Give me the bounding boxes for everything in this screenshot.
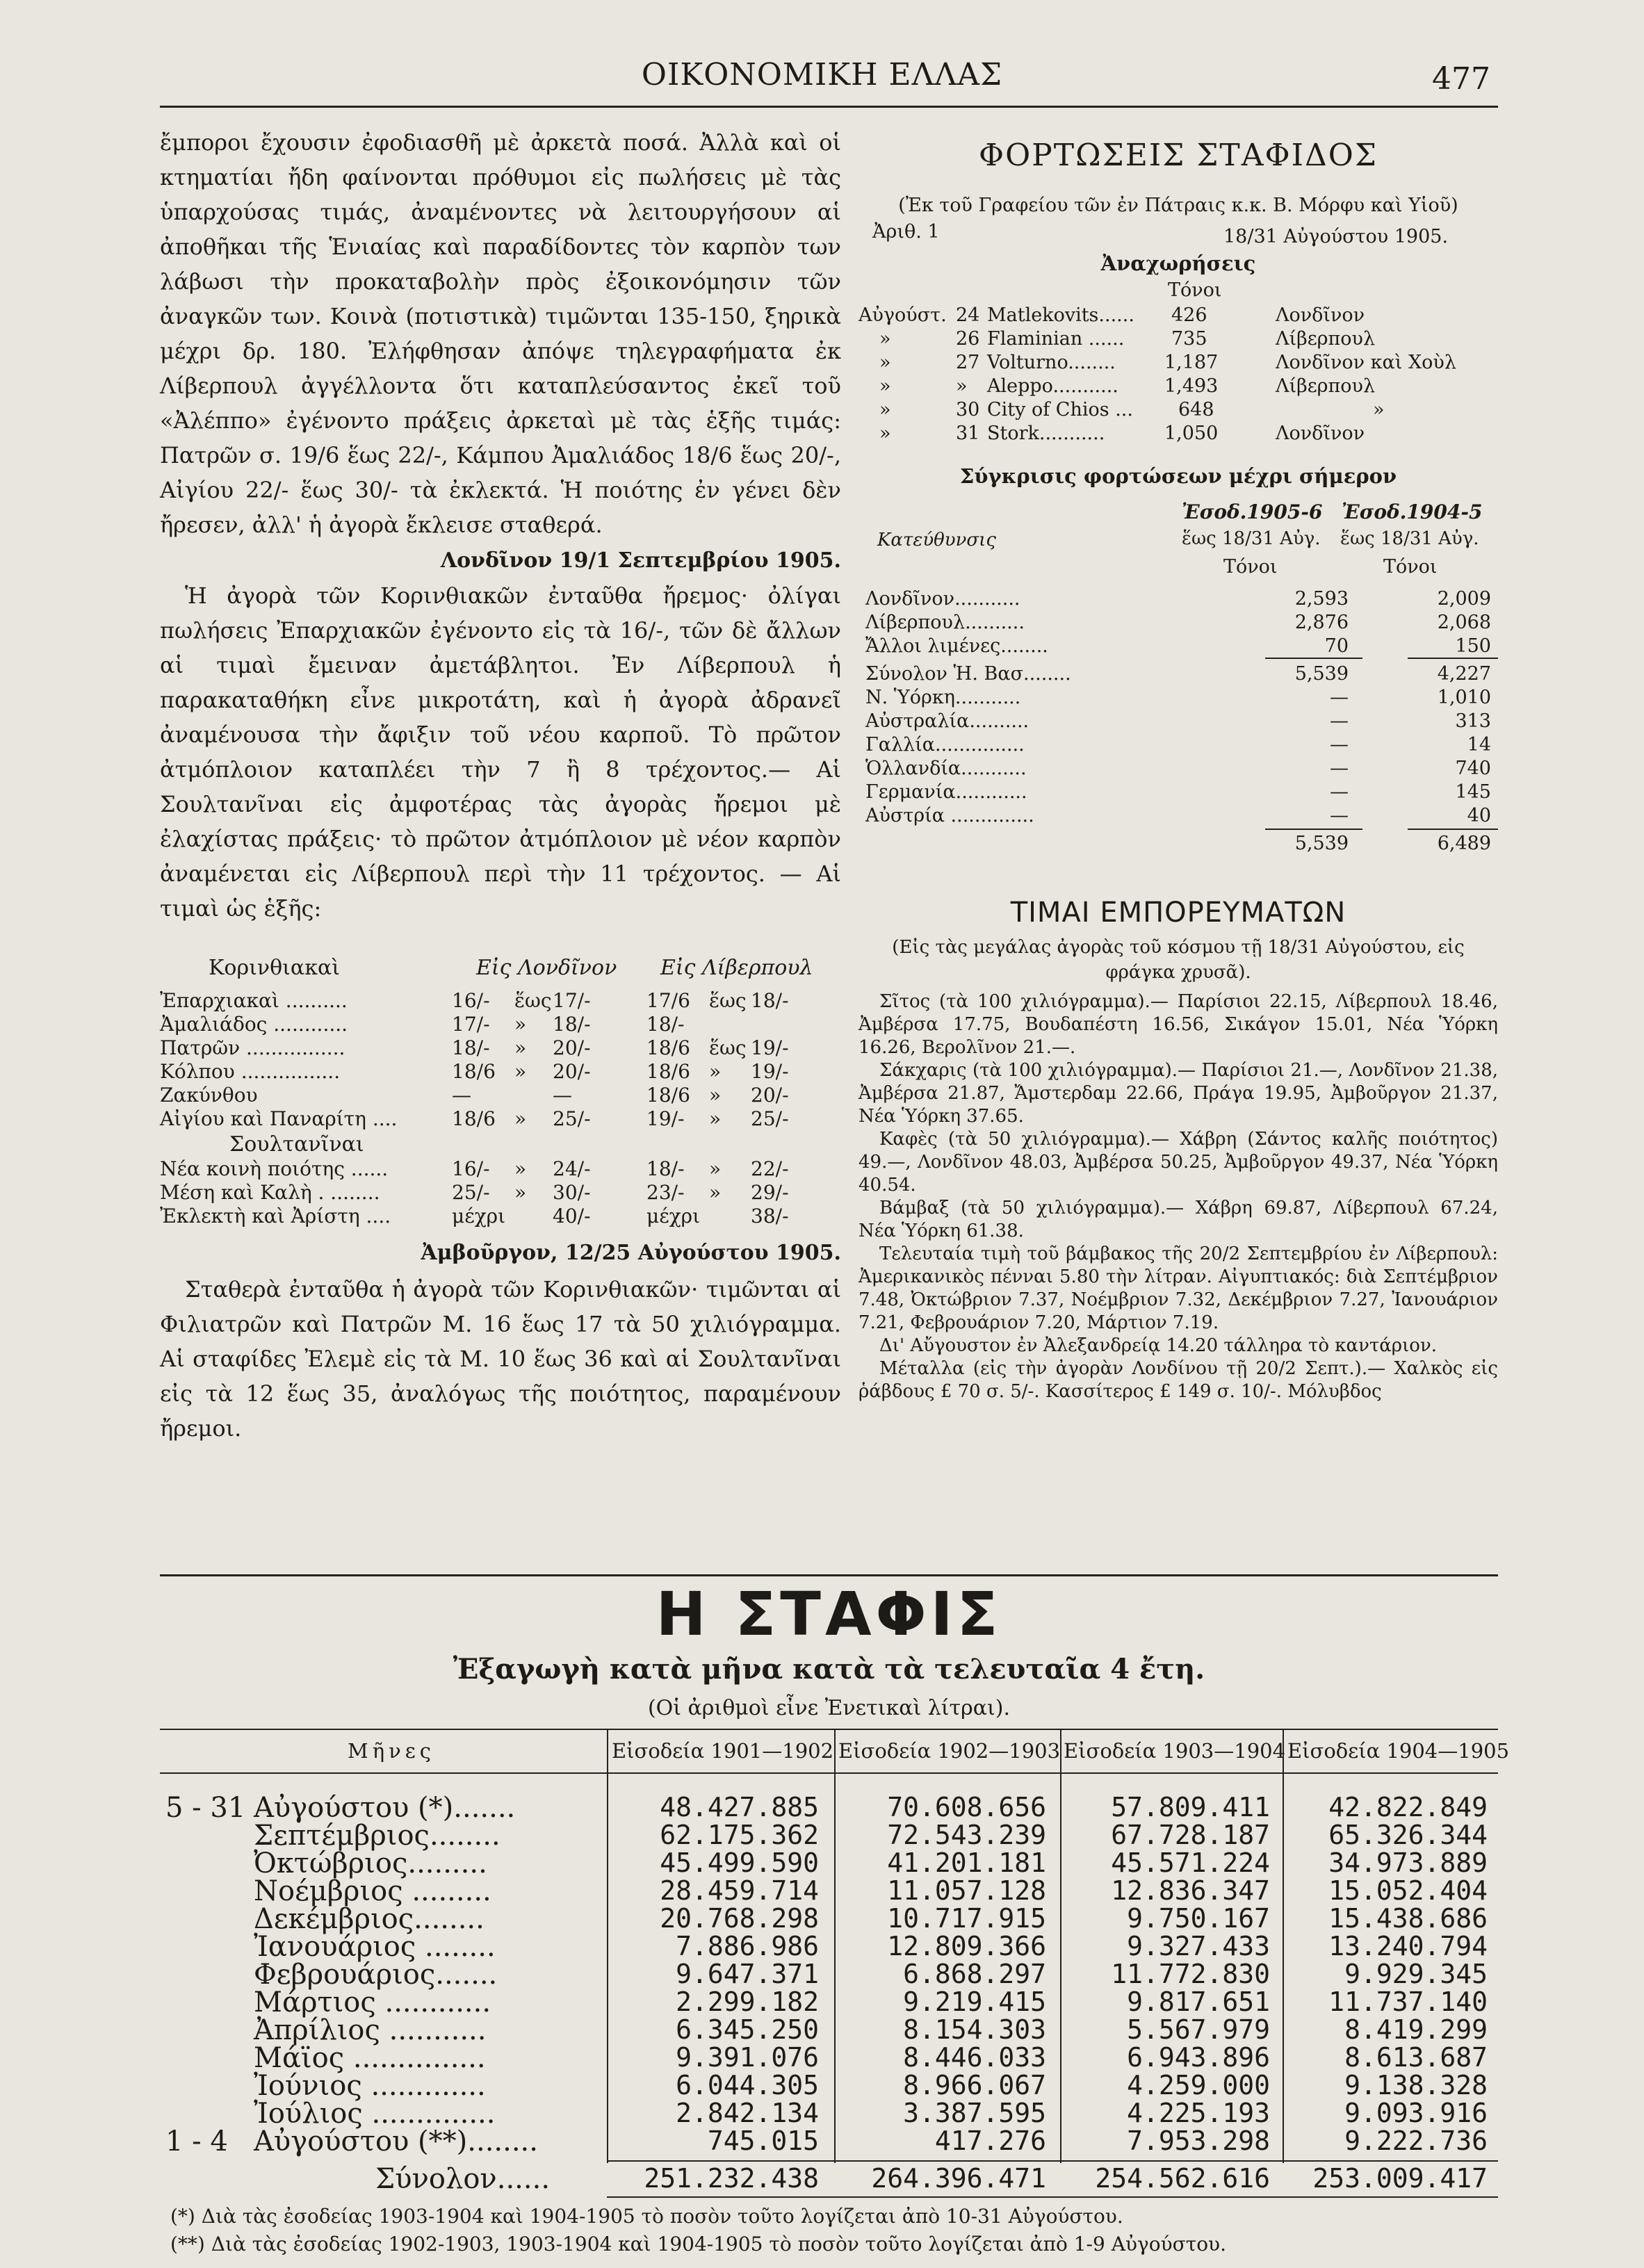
header-season-4: Εἰσοδεία 1904—1905: [1287, 1739, 1510, 1763]
table-cell: 7.886.986: [676, 1931, 819, 1961]
month-label: Ἰανουάριος ........: [254, 1931, 496, 1963]
header-season-1: Εἰσοδεία 1901—1902: [612, 1739, 834, 1763]
page-number: 477: [1432, 61, 1490, 97]
month-label: Ἀπρίλιος ...........: [254, 2014, 487, 2046]
table-cell: 20.768.298: [660, 1903, 819, 1934]
table-cell: 13.240.794: [1328, 1931, 1488, 1961]
table-cell: 57.809.411: [1111, 1792, 1270, 1822]
table-cell: 4.225.193: [1127, 2098, 1270, 2128]
ptable-head-name: Κορινθιακαὶ: [209, 956, 340, 980]
header-months: Μῆνες: [348, 1739, 435, 1763]
season-1905-head: Ἐσοδ.1905-6: [1182, 500, 1323, 523]
month-label: Ἰούλιος ..............: [254, 2098, 496, 2130]
total-1901: 251.232.438: [644, 2163, 819, 2194]
table-cell: 11.057.128: [887, 1875, 1046, 1906]
month-label: Ὀκτώβριος.........: [254, 1847, 487, 1879]
prices-subtitle: (Εἰς τὰς μεγάλας ἀγορὰς τοῦ κόσμου τῇ 18/31 Αὐγούστου, εἰς φράγκα χρυσᾶ).: [892, 937, 1465, 983]
month-label: Φεβρουάριος.......: [254, 1959, 498, 1991]
departures-list: Αὐγούστ. 24 Matlekovits...... 426 Λονδῖνον » 26 Flaminian ...... 735 Λίβερπουλ » 27 Volturno........ 1,187 Λονδῖνον καὶ Χοὺλ » » Aleppo........... 1,493 Λίβερπουλ » 30 City of Chios ... 648 » » 31 Stork........... 1,050 Λονδῖνον: [858, 304, 1456, 444]
table-cell: 4.259.000: [1127, 2070, 1270, 2100]
table-cell: 7.953.298: [1127, 2126, 1270, 2156]
month-label: Μάϊος ...............: [254, 2042, 486, 2074]
shipments-date: 18/31 Αὐγούστου 1905.: [1223, 226, 1449, 247]
table-row: Ἐκλεκτὴ καὶ Ἀρίστη .... μέχρι 40/- μέχρι 38/-: [160, 1205, 789, 1227]
table-cell: 6.868.297: [903, 1959, 1046, 1989]
departures-heading: Ἀναχωρήσεις: [1100, 252, 1256, 275]
staphis-banner: Η ΣΤΑΦΙΣ: [656, 1580, 1002, 1649]
table-cell: 45.499.590: [660, 1847, 819, 1878]
table-cell: 62.175.362: [660, 1820, 819, 1850]
header-season-3: Εἰσοδεία 1903—1904: [1064, 1739, 1286, 1763]
month-label: Δεκέμβριος........: [254, 1903, 485, 1935]
table-cell: 70.608.656: [887, 1792, 1046, 1822]
table-row: Μέση καὶ Καλὴ . ........ 25/- » 30/- 23/- » 29/-: [160, 1181, 789, 1204]
column-divider: [607, 1729, 608, 2163]
table-cell: 9.219.415: [903, 1986, 1046, 2017]
table-cell: 3.387.595: [903, 2098, 1046, 2128]
table-row: Ζακύνθου — — 18/6 » 20/-: [160, 1084, 789, 1107]
ptable-head-liverpool: Εἰς Λίβερπουλ: [660, 956, 813, 980]
destination-head: Κατεύθυνσις: [877, 530, 996, 550]
subtotal-rule: [1408, 658, 1498, 659]
table-cell: 9.750.167: [1127, 1903, 1270, 1934]
ptable-subhead: Σουλτανῖναι: [229, 1132, 364, 1157]
comparison-heading: Σύγκρισις φορτώσεων μέχρι σήμερον: [959, 464, 1397, 488]
total-1904: 253.009.417: [1312, 2163, 1488, 2194]
month-label: Μάρτιος ............: [254, 1986, 491, 2018]
table-cell: 417.276: [934, 2126, 1046, 2156]
tons-col1: Τόνοι: [1223, 556, 1278, 578]
price-cotton-note: Τελευταία τιμὴ τοῦ βάμβακος τῆς 20/2 Σεπτεμβρίου ἐν Λίβερπουλ: Ἀμερικανικὸς πένναι 5.80 τὴν λίτραν. Αἰγυπτιακός: διὰ Σεπτέμβριον 7.48, Ὀκτώβριον 7.37, Νοέμβριον 7.32, Δεκέμβριον 7.27, Ἰανουάριον 7.21, Φεβρουάριον 7.20, Μάρτιον 7.19.: [858, 1243, 1498, 1333]
table-cell: 41.201.181: [887, 1847, 1046, 1878]
table-cell: 8.966.067: [903, 2070, 1046, 2100]
shipments-number: Ἀριθ. 1: [872, 221, 940, 243]
table-cell: 12.836.347: [1111, 1875, 1270, 1906]
table-row: Ἐπαρχιακαὶ .......... 16/- ἕως 17/- 17/6 ἕως 18/-: [160, 989, 789, 1012]
table-cell: 6.345.250: [676, 2014, 819, 2045]
table-cell: 2.299.182: [676, 1986, 819, 2017]
table-cell: 2.842.134: [676, 2098, 819, 2128]
header-rule: [160, 106, 1498, 108]
season-1904-sub: ἕως 18/31 Αὐγ.: [1340, 528, 1479, 549]
ptable-head-london: Εἰς Λονδῖνον: [476, 956, 617, 980]
total-rule: [1265, 829, 1362, 830]
journal-title: ΟΙΚΟΝΟΜΙΚΗ ΕΛΛΑΣ: [641, 57, 1003, 92]
table-cell: 48.427.885: [660, 1792, 819, 1822]
table-cell: 9.391.076: [676, 2042, 819, 2073]
total-1902: 264.396.471: [871, 2163, 1046, 2194]
table-cell: 10.717.915: [887, 1903, 1046, 1934]
comparison-table: Λονδῖνον........... 2,593 2,009 Λίβερπουλ.......... 2,876 2,068 Ἄλλοι λιμένες........ 70 150 Σύνολον Ἡ. Βασ........ 5,539 4,227 Ν. Ὑόρκη........... — 1,010 Αὐστραλία.......... — 313 Γαλλία............... — 14 Ὁλλανδία........... — 740 Γερμανία............ — 145 Αὐστρία .............. — 40 5,539 6,489: [865, 588, 1505, 873]
price-wheat: Σῖτος (τὰ 100 χιλιόγραμμα).— Παρίσιοι 22.15, Λίβερπουλ 18.46, Ἀμβέρσα 17.75, Βουδαπέστη 16.56, Σικάγον 15.01, Νέα Ὑόρκη 16.26, Βερολῖνον 21.—.: [858, 991, 1498, 1058]
shipments-title: ΦΟΡΤΩΣΕΙΣ ΣΤΑΦΙΔΟΣ: [979, 138, 1378, 173]
tons-heading: Τόνοι: [1168, 279, 1222, 301]
column-divider: [834, 1729, 836, 2163]
total-rule: [607, 2160, 1498, 2162]
table-cell: 65.326.344: [1328, 1820, 1488, 1850]
price-table: [160, 956, 841, 1248]
table-cell: 28.459.714: [660, 1875, 819, 1906]
table-cell: 34.973.889: [1328, 1847, 1488, 1878]
table-cell: 72.543.239: [887, 1820, 1046, 1850]
total-1903: 254.562.616: [1095, 2163, 1270, 2194]
section-rule: [160, 1574, 1498, 1576]
table-cell: 11.737.140: [1328, 1986, 1488, 2017]
bottom-rule: [607, 2196, 1498, 2198]
page-header: [0, 57, 1644, 106]
table-cell: 11.772.830: [1111, 1959, 1270, 1989]
month-label: Αὐγούστου (*).......: [254, 1792, 516, 1824]
table-cell: 67.728.187: [1111, 1820, 1270, 1850]
table-top-rule: [160, 1729, 1498, 1731]
market-paragraph-2: Ἡ ἀγορὰ τῶν Κορινθιακῶν ἐνταῦθα ἤρεμος· ὀλίγαι πωλήσεις Ἐπαρχιακῶν ἐγένοντο εἰς τὰ 16/-, τῶν δὲ ἄλλων αἱ τιμαὶ ἔμειναν ἀμετάβλητοι. Ἐν Λίβερπουλ ἡ παρακαταθήκη εἶνε μικροτάτη, καὶ ἡ ἀγορὰ ἀδρανεῖ ἀναμένουσα τὴν ἄφιξιν τοῦ νέου καρποῦ. Τὸ πρῶτον ἀτμόπλοιον καταπλέει τὴν 7 ἢ 8 τρέχοντος.— Αἱ Σουλτανῖναι εἰς ἀμφοτέρας τὰς ἀγορὰς ἤρεμοι μὲ ἐλαχίστας πράξεις· τὸ πρῶτον ἀτμόπλοιον μὲ νέον καρπὸν ἀναμένεται εἰς Λίβερπουλ περὶ τὴν 11 τρέχοντος. — Αἱ τιμαὶ ὡς ἑξῆς:: [160, 582, 841, 922]
subtotal-rule: [1265, 658, 1362, 659]
table-cell: 5.567.979: [1127, 2014, 1270, 2045]
season-1904-head: Ἐσοδ.1904-5: [1342, 500, 1483, 523]
market-paragraph-3: Σταθερὰ ἐνταῦθα ἡ ἀγορὰ τῶν Κορινθιακῶν· τιμῶνται αἱ Φιλιατρῶν καὶ Πατρῶν Μ. 16 ἕως 17 τὰ 50 χιλιόγραμμα. Αἱ σταφίδες Ἐλεμὲ εἰς τὰ Μ. 10 ἕως 36 καὶ αἱ Σουλτανῖναι εἰς τὰ 12 ἕως 35, ἀναλόγως τῆς ποιότητος, παραμένουν ἤρεμοι.: [160, 1276, 841, 1442]
dateline-london: Λονδῖνον 19/1 Σεπτεμβρίου 1905.: [440, 548, 841, 573]
table-cell: 8.154.303: [903, 2014, 1046, 2045]
table-row: Νέα κοινὴ ποιότης ...... 16/- » 24/- 18/- » 22/-: [160, 1157, 789, 1180]
month-label: Ἰούνιος .............: [254, 2070, 486, 2102]
export-subtitle: Ἐξαγωγὴ κατὰ μῆνα κατὰ τὰ τελευταῖα 4 ἔτη.: [453, 1653, 1205, 1686]
left-column: [160, 125, 841, 926]
table-cell: 8.613.687: [1344, 2042, 1488, 2073]
footnote-1: (*) Διὰ τὰς ἐσοδείας 1903-1904 καὶ 1904-1905 τὸ ποσὸν τοῦτο λογίζεται ἀπὸ 10-31 Αὐγούστου.: [170, 2205, 1123, 2228]
table-cell: 12.809.366: [887, 1931, 1046, 1961]
total-label: Σύνολον......: [375, 2163, 551, 2195]
tons-col2: Τόνοι: [1383, 556, 1438, 578]
price-cotton: Βάμβαξ (τὰ 50 χιλιόγραμμα).— Χάβρη 69.87, Λίβερπουλ 67.24, Νέα Ὑόρκη 61.38.: [858, 1198, 1498, 1241]
row-range: 5 - 31: [165, 1792, 246, 1824]
market-paragraph-1: ἔμποροι ἔχουσιν ἐφοδιασθῆ μὲ ἀρκετὰ ποσά. Ἀλλὰ καὶ οἱ κτηματίαι ἤδη φαίνονται πρόθυμοι εἰς πωλήσεις μὲ τὰς ὑπαρχούσας τιμάς, ἀναμένοντες νὰ λειτουργήσουν αἱ ἀποθῆκαι τῆς Ἑνιαίας καὶ παραδίδοντες τὸν καρπὸν των λάβωσι τὴν προκαταβολὴν πρὸς ἐξοικονόμησιν τῶν ἀναγκῶν των. Κοινὰ (ποτιστικὰ) τιμῶνται 135-150, ξηρικὰ μέχρι δρ. 180. Ἐλήφθησαν ἀπόψε τηλεγραφήματα ἐκ Λίβερπουλ ἀγγέλλοντα ὅτι καταπλεύσαντος ἐκεῖ τοῦ «Ἀλέππο» ἐγένοντο πράξεις ἀρκεταὶ μὲ τὰς ἑξῆς τιμάς: Πατρῶν σ. 19/6 ἕως 22/-, Κάμπου Ἀμαλιάδος 18/6 ἕως 20/-, Αἰγίου 22/- ἕως 30/- τὰ ἐκλεκτά. Ἡ ποιότης ἐν γένει δὲν ἤρεσεν, ἀλλ' ἡ ἀγορὰ ἔκλεισε σταθερά.: [160, 129, 841, 538]
table-cell: 9.647.371: [676, 1959, 819, 1989]
month-label: Αὐγούστου (**)........: [254, 2126, 538, 2157]
table-cell: 8.446.033: [903, 2042, 1046, 2073]
table-cell: 6.044.305: [676, 2070, 819, 2100]
season-1905-sub: ἕως 18/31 Αὐγ.: [1182, 528, 1321, 549]
table-cell: 15.438.686: [1328, 1903, 1488, 1934]
table-cell: 9.138.328: [1344, 2070, 1488, 2100]
table-row: Αἰγίου καὶ Παναρίτη .... 18/6 » 25/- 19/- » 25/-: [160, 1107, 789, 1130]
table-cell: 6.943.896: [1127, 2042, 1270, 2073]
month-label: Σεπτέμβριος........: [254, 1820, 500, 1852]
header-season-2: Εἰσοδεία 1902—1903: [838, 1739, 1061, 1763]
price-coffee: Καφὲς (τὰ 50 χιλιόγραμμα).— Χάβρη (Σάντος καλῆς ποιότητος) 49.—, Λονδῖνον 48.03, Ἀμβέρσα 50.25, Ἀμβοῦργον 49.37, Νέα Ὑόρκη 40.54.: [858, 1129, 1498, 1196]
dateline-hamburg: Ἀμβοῦργον, 12/25 Αὐγούστου 1905.: [421, 1241, 841, 1265]
prices-body: [858, 990, 1498, 1403]
units-note: (Οἱ ἀριθμοὶ εἶνε Ἐνετικαὶ λίτραι).: [647, 1696, 1011, 1720]
table-header-rule: [160, 1772, 1498, 1775]
row-range: 1 - 4: [165, 2126, 228, 2157]
table-row: Πατρῶν ................ 18/- » 20/- 18/6 ἕως 19/-: [160, 1036, 789, 1059]
price-metals: Μέταλλα (εἰς τὴν ἀγορὰν Λονδίνου τῇ 20/2 Σεπτ.).— Χαλκὸς εἰς ῥάβδους £ 70 σ. 5/-. Κασσίτερος £ 149 σ. 10/-. Μόλυβδος: [858, 1358, 1498, 1402]
table-cell: 45.571.224: [1111, 1847, 1270, 1878]
table-cell: 9.929.345: [1344, 1959, 1488, 1989]
total-rule: [1408, 829, 1498, 830]
table-row: Ἀμαλιάδος ............ 17/- » 18/- 18/-: [160, 1013, 685, 1036]
table-cell: 42.822.849: [1328, 1792, 1488, 1822]
table-cell: 9.327.433: [1127, 1931, 1270, 1961]
table-row: Κόλπου ................ 18/6 » 20/- 18/6 » 19/-: [160, 1060, 789, 1083]
footnote-2: (**) Διὰ τὰς ἐσοδείας 1902-1903, 1903-1904 καὶ 1904-1905 τὸ ποσὸν τοῦτο λογίζεται ἀπὸ 1-9 Αὐγούστου.: [170, 2233, 1226, 2255]
price-cotton-alex: Δι' Αὔγουστον ἐν Ἀλεξανδρείᾳ 14.20 τάλληρα τὸ καντάριον.: [879, 1335, 1438, 1356]
table-cell: 745.015: [707, 2126, 819, 2156]
price-sugar: Σάκχαρις (τὰ 100 χιλιόγραμμα).— Παρίσιοι 21.—, Λονδῖνον 21.38, Ἀμβέρσα 21.87, Ἄμστερδαμ 22.66, Πράγα 19.95, Ἀμβοῦργον 21.37, Νέα Ὑόρκη 37.65.: [858, 1060, 1498, 1127]
table-cell: 9.817.651: [1127, 1986, 1270, 2017]
table-cell: 8.419.299: [1344, 2014, 1488, 2045]
table-cell: 15.052.404: [1328, 1875, 1488, 1906]
table-cell: 9.093.916: [1344, 2098, 1488, 2128]
table-cell: 9.222.736: [1344, 2126, 1488, 2156]
prices-title: ΤΙΜΑΙ ΕΜΠΟΡΕΥΜΑΤΩΝ: [1010, 897, 1346, 929]
shipments-source: (Ἐκ τοῦ Γραφείου τῶν ἐν Πάτραις κ.κ. Β. Μόρφυ καὶ Υἱοῦ): [898, 195, 1458, 216]
month-label: Νοέμβριος .........: [254, 1875, 491, 1907]
